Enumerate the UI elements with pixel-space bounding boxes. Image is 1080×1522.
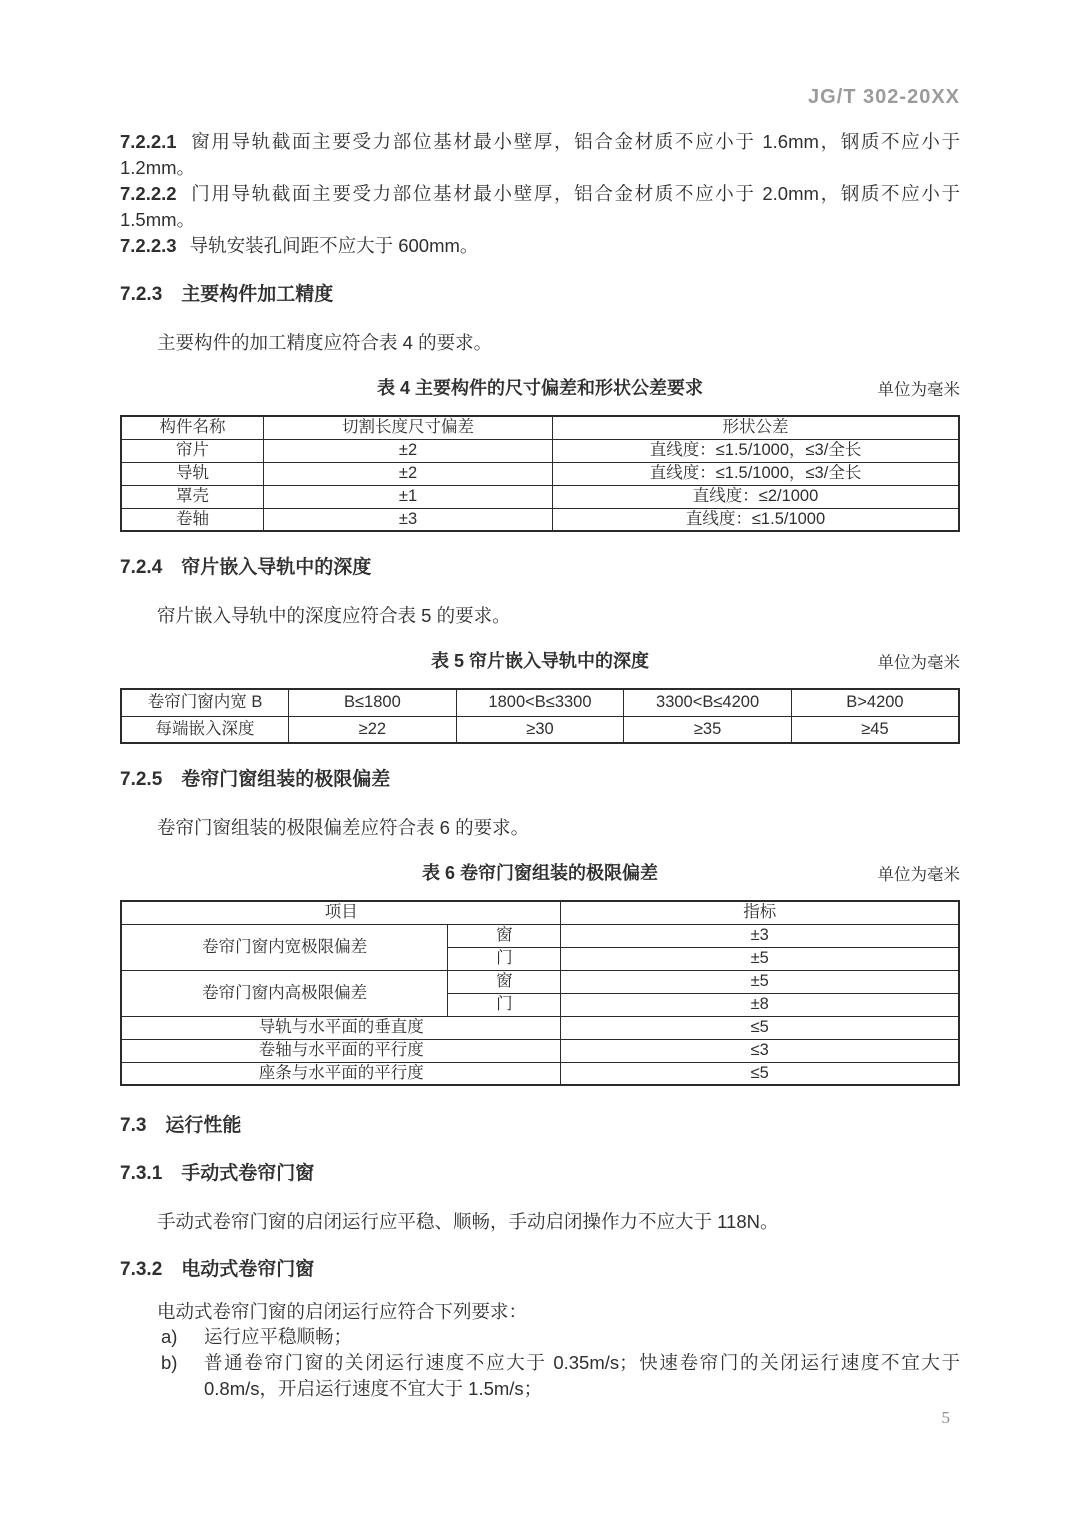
table-cell: 罩壳: [121, 485, 263, 508]
table-cell: ≥45: [791, 716, 959, 743]
table-header-cell: 指标: [561, 901, 959, 924]
table-row: [121, 1016, 959, 1039]
clause-7221: [120, 129, 960, 181]
table-6: [120, 900, 960, 1086]
table-cell: ≤3: [561, 1039, 959, 1062]
table-cell: 卷帘门窗内高极限偏差: [121, 970, 448, 1016]
section-number: 7.3: [120, 1115, 147, 1136]
section-7-2-3-paragraph: 主要构件的加工精度应符合表 4 的要求。: [157, 332, 493, 353]
section-title: 手动式卷帘门窗: [181, 1163, 315, 1184]
clause-text: 窗用导轨截面主要受力部位基材最小壁厚，铝合金材质不应小于 1.6mm，钢质不应小于 1.2mm。: [120, 131, 960, 178]
section-number: 7.3.2: [120, 1259, 163, 1280]
table-cell: ±5: [561, 970, 959, 993]
table-4: [120, 415, 960, 532]
clause-list: [120, 129, 960, 259]
list-item-a: [161, 1324, 960, 1350]
table-cell: 卷帘门窗内宽极限偏差: [121, 924, 448, 970]
table-cell: 导轨与水平面的垂直度: [121, 1016, 561, 1039]
table-cell: ±2: [263, 439, 552, 462]
section-heading-7-3-2: [120, 1258, 960, 1282]
section-heading-7-2-4: [120, 556, 960, 580]
table-cell: 窗: [448, 924, 561, 947]
table-6-unit-note: 单位为毫米: [877, 866, 960, 884]
table-cell: 门: [448, 947, 561, 970]
list-marker: a): [161, 1326, 178, 1347]
table-5-caption: 表 5 帘片嵌入导轨中的深度: [430, 651, 649, 671]
table-6-caption-row: [120, 862, 960, 884]
table-cell: ≤5: [561, 1016, 959, 1039]
table-cell: ±1: [263, 485, 552, 508]
table-cell: 导轨: [121, 462, 263, 485]
table-row: [121, 1062, 959, 1085]
table-header-cell: 形状公差: [553, 416, 959, 439]
page-content: [120, 0, 960, 1402]
section-7-2-4-paragraph: 帘片嵌入导轨中的深度应符合表 5 的要求。: [157, 605, 511, 626]
list-marker: b): [161, 1352, 178, 1373]
table-header-cell: 切割长度尺寸偏差: [263, 416, 552, 439]
table-cell: 1800<B≤3300: [456, 689, 624, 716]
table-4-caption-row: [120, 377, 960, 399]
list-item-b: [161, 1350, 960, 1402]
table-cell: ≥22: [289, 716, 457, 743]
table-cell: 3300<B≤4200: [624, 689, 792, 716]
table-cell: 卷轴: [121, 508, 263, 531]
table-5-unit-note: 单位为毫米: [877, 654, 960, 672]
table-cell: 帘片: [121, 439, 263, 462]
table-cell: 直线度：≤1.5/1000，≤3/全长: [553, 439, 959, 462]
table-row: [121, 689, 959, 716]
table-row: [121, 716, 959, 743]
table-cell: ±5: [561, 947, 959, 970]
table-5-caption-row: [120, 650, 960, 672]
section-title: 帘片嵌入导轨中的深度: [181, 557, 372, 578]
table-row: [121, 970, 959, 993]
table-cell: B>4200: [791, 689, 959, 716]
table-row: [121, 508, 959, 531]
clause-7223: [120, 233, 960, 259]
clause-7222: [120, 181, 960, 233]
section-number: 7.3.1: [120, 1163, 163, 1184]
table-header-cell: 项目: [121, 901, 561, 924]
table-4-unit-note: 单位为毫米: [877, 381, 960, 399]
table-row: [121, 485, 959, 508]
table-header-cell: 构件名称: [121, 416, 263, 439]
clause-number: 7.2.2.3: [120, 235, 177, 256]
table-cell: 卷轴与水平面的平行度: [121, 1039, 561, 1062]
section-7-2-5-paragraph: 卷帘门窗组装的极限偏差应符合表 6 的要求。: [157, 817, 530, 838]
table-4-caption: 表 4 主要构件的尺寸偏差和形状公差要求: [376, 378, 703, 398]
section-heading-7-2-3: [120, 283, 960, 307]
list-item-text: 普通卷帘门窗的关闭运行速度不应大于 0.35m/s；快速卷帘门的关闭运行速度不宜大于 0.8m/s，开启运行速度不宜大于 1.5m/s；: [204, 1352, 960, 1399]
section-heading-7-3-1: [120, 1162, 960, 1186]
page-number: 5: [941, 1408, 950, 1427]
list-item-text: 运行应平稳顺畅；: [204, 1326, 353, 1347]
table-cell: ≤5: [561, 1062, 959, 1085]
section-number: 7.2.5: [120, 769, 163, 790]
table-cell: 直线度：≤1.5/1000，≤3/全长: [553, 462, 959, 485]
section-title: 主要构件加工精度: [181, 284, 334, 305]
clause-text: 门用导轨截面主要受力部位基材最小壁厚，铝合金材质不应小于 2.0mm，钢质不应小于 1.5mm。: [120, 183, 960, 230]
section-heading-7-3: [120, 1114, 960, 1138]
section-7-3-2-paragraph: 电动式卷帘门窗的启闭运行应符合下列要求：: [157, 1301, 528, 1322]
table-row: [121, 1039, 959, 1062]
section-number: 7.2.3: [120, 284, 163, 305]
table-row: [121, 901, 959, 924]
clause-text: 导轨安装孔间距不应大于 600mm。: [189, 235, 479, 256]
table-cell: ±2: [263, 462, 552, 485]
table-cell: ±3: [263, 508, 552, 531]
table-row: [121, 462, 959, 485]
standard-code-header: JG/T 302-20XX: [808, 86, 960, 108]
section-title: 卷帘门窗组装的极限偏差: [181, 769, 391, 790]
table-cell: ≥30: [456, 716, 624, 743]
section-title: 运行性能: [165, 1115, 242, 1136]
table-cell: 门: [448, 993, 561, 1016]
table-cell: 座条与水平面的平行度: [121, 1062, 561, 1085]
clause-number: 7.2.2.1: [120, 131, 177, 152]
section-heading-7-2-5: [120, 768, 960, 792]
table-cell: 直线度：≤1.5/1000: [553, 508, 959, 531]
table-cell: 窗: [448, 970, 561, 993]
table-cell: 直线度：≤2/1000: [553, 485, 959, 508]
table-cell: ±3: [561, 924, 959, 947]
table-cell: B≤1800: [289, 689, 457, 716]
table-cell: 每端嵌入深度: [121, 716, 289, 743]
table-cell: ≥35: [624, 716, 792, 743]
section-title: 电动式卷帘门窗: [181, 1259, 315, 1280]
section-7-3-1-paragraph: 手动式卷帘门窗的启闭运行应平稳、顺畅，手动启闭操作力不应大于 118N。: [157, 1211, 779, 1232]
section-number: 7.2.4: [120, 557, 163, 578]
table-row: [121, 924, 959, 947]
clause-number: 7.2.2.2: [120, 183, 177, 204]
table-row: [121, 416, 959, 439]
table-6-caption: 表 6 卷帘门窗组装的极限偏差: [421, 863, 658, 883]
table-5: [120, 688, 960, 744]
table-cell: 卷帘门窗内宽 B: [121, 689, 289, 716]
table-row: [121, 439, 959, 462]
table-cell: ±8: [561, 993, 959, 1016]
